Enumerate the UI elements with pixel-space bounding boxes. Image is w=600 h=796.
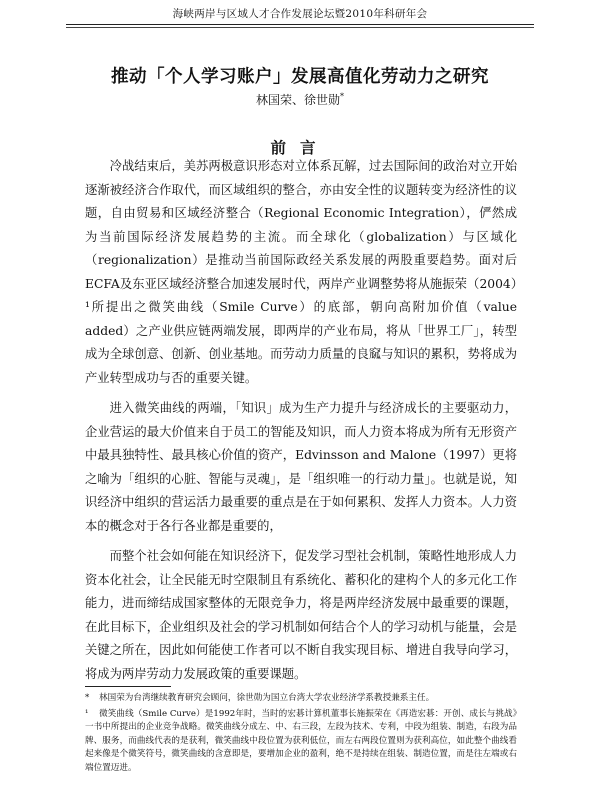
footnotes — [85, 692, 517, 778]
footnote-text: 微笑曲线（Smile Curve）是1992年时，当时的宏碁计算机董事长施振荣在《再造宏碁：开创、成长与挑战》一书中所提出的企业竞争战略。微笑曲线分成左、中、右三段，左段为技术、专利，中段为组装、制造，右段为品牌、服务，而曲线代表的是获利，微笑曲线中段位置为获利低位，而左右两段位置则为获利高位，如此整个曲线看起来像是个微笑符号，微笑曲线的含意即是，要增加企业的盈利，绝不是持续在组装、制造位置，而是往左端或右端位置迈进。 — [85, 708, 517, 773]
body-text — [85, 155, 517, 693]
footnote-rule — [85, 686, 171, 687]
paragraph: 进入微笑曲线的两端，「知识」成为生产力提升与经济成长的主要驱动力，企业营运的最大价值来自于员工的智能及知识，而人力资本将成为所有无形资产中最具独特性、最具核心价值的资产，Edvinsson and Malone（1997）更将之喻为「组织的心脏、智能与灵魂」，是「组织唯一的行动力量」。也就是说，知识经济中组织的营运活力最重要的重点是在于如何累积、发挥人力资本。人力资本的概念对于各行各业都是重要的， — [85, 401, 517, 533]
authors-line — [0, 91, 600, 108]
paper-title: 推动「个人学习账户」发展高值化劳动力之研究 — [111, 67, 489, 87]
header-rule-thin — [66, 27, 534, 28]
author-footnote-marker: * — [340, 92, 344, 101]
footnote-text: 林国荣为台湾继续教育研究会顾问，徐世勋为国立台湾大学农业经济学系教授兼系主任。 — [99, 693, 435, 703]
footnote-marker: * — [85, 693, 90, 703]
author-names: 林国荣、徐世勋 — [255, 93, 340, 107]
paragraph: 冷战结束后，美苏两极意识形态对立体系瓦解，过去国际间的政治对立开始逐渐被经济合作取代，而区域组织的整合，亦由安全性的议题转变为经济性的议题，自由贸易和区域经济整合（Regional Economic Integration），俨然成为当前国际经济发展趋势的主流。而全球化（globalization）与区域化（regionalization）是推动当前国际政经关系发展的两股重要趋势。面对后ECFA及东亚区域经济整合加速发展时代，两岸产业调整势将从施振荣（2004）¹所提出之微笑曲线（Smile Curve）的底部，朝向高附加价值（value added）之产业供应链两端发展，即两岸的产业布局，将从「世界工厂」，转型成为全球创意、创新、创业基地。而劳动力质量的良窳与知识的累积，势将成为产业转型成功与否的重要关键。 — [85, 159, 517, 385]
header-rule-thick — [66, 24, 534, 25]
footnote — [85, 692, 517, 706]
footnote-marker: ¹ — [85, 708, 89, 719]
running-header: 海峡两岸与区域人才合作发展论坛暨2010年科研年会 — [172, 8, 428, 20]
paragraph: 而整个社会如何能在知识经济下，促发学习型社会机制，策略性地形成人力资本化社会，让全民能无时空限制且有系统化、蓄积化的建构个人的多元化工作能力，进而缔结成国家整体的无限竞争力，将是两岸经济发展中最重要的课题，在此目标下，企业组织及社会的学习机制如何结合个人的学习动机与能量，会是关键之所在，因此如何能使工作者可以不断自我实现目标、增进自我导向学习，将成为两岸劳动力发展政策的重要课题。 — [85, 549, 517, 681]
footnote — [85, 708, 517, 776]
section-heading: 前言 — [270, 138, 330, 157]
